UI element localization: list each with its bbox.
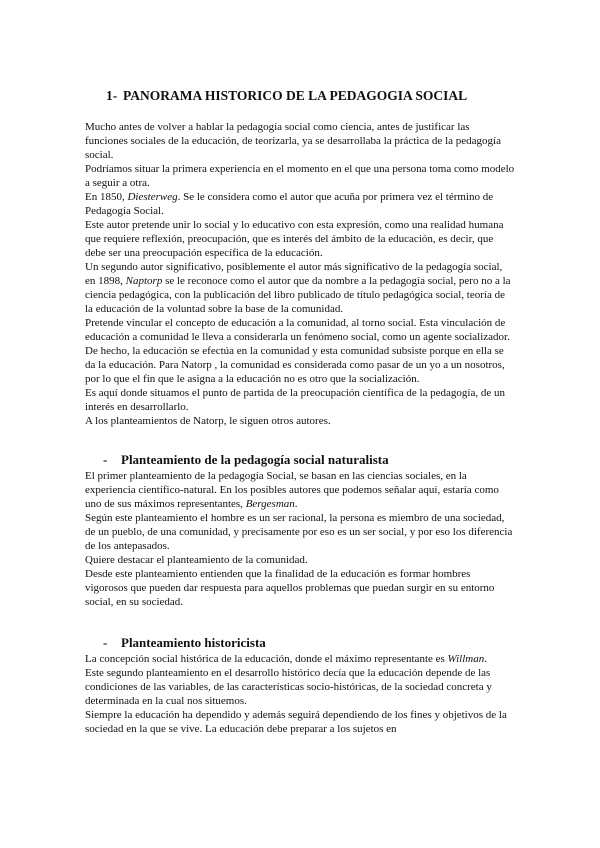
- document-page: [85, 88, 515, 736]
- intro-paragraph-7: Es aquí donde situamos el punto de partida de la preocupación científica de la pedagogía, de un interés en desarrollarlo.: [85, 387, 505, 413]
- bullet-dash: -: [103, 635, 108, 650]
- naturalista-paragraph-2: Según este planteamiento el hombre es un ser racional, la persona es miembro de una sociedad, de un pueblo, de una comunidad, y precisamente por eso es un ser social, y por eso los diferencia de los antepasados.: [85, 512, 513, 552]
- author-name-willman: Willman: [447, 653, 485, 665]
- title-text: PANORAMA HISTORICO DE LA PEDAGOGIA SOCIAL: [123, 88, 468, 103]
- author-name-naptorp: Naptorp: [125, 275, 163, 287]
- intro-paragraph-4: Este autor pretende unir lo social y lo educativo con esta expresión, como una realidad humana que requiere reflexión, preocupación, que es interés del ámbito de la educación, es decir, que debe ser una preocupación específica de la educación.: [85, 219, 504, 259]
- intro-section: [85, 120, 515, 428]
- intro-paragraph-2: Podríamos situar la primera experiencia en el momento en el que una persona toma como modelo a seguir a otra.: [85, 163, 515, 189]
- intro-paragraph-3: En 1850, Diesterweg. Se le considera como el autor que acuña por primera vez el término de Pedagogía Social.: [85, 191, 494, 217]
- intro-paragraph-6: Pretende vincular el concepto de educación a la comunidad, al torno social. Esta vinculación de educación a comunidad le lleva a considerarla un fenómeno social, como un agente socializador. De hecho, la educación se efectúa en la comunidad y esta comunidad subsiste porque en ella se da la educación. Para Natorp , la comunidad es considerada como pasar de un yo a un nosotros, por lo que el fin que le asigna a la educación no es otro que la socialización.: [85, 317, 510, 385]
- historicista-paragraph-1: La concepción social histórica de la educación, donde el máximo representante es Willman.: [85, 653, 487, 665]
- author-name-diesterweg: Diesterweg: [127, 191, 178, 203]
- bullet-dash: -: [103, 452, 108, 467]
- intro-paragraph-5: Un segundo autor significativo, posiblemente el autor más significativo de la pedagogía social, en 1898, Naptorp se le reconoce como el autor que da nombre a la pedagogía social, pero no a la ciencia pedagógica, con la publicación del libro publicado de título pedagógica social, teoría de la educación de la voluntad sobre la base de la comunidad.: [85, 261, 511, 315]
- section-heading-historicista: - Planteamiento historicista: [103, 635, 266, 650]
- section-heading-naturalista: - Planteamiento de la pedagogía social naturalista: [103, 452, 389, 467]
- section-naturalista: [85, 452, 515, 609]
- intro-paragraph-8: A los planteamientos de Natorp, le siguen otros autores.: [85, 415, 331, 427]
- intro-paragraph-1: Mucho antes de volver a hablar la pedagogía social como ciencia, antes de justificar las funciones sociales de la educación, de teorizarla, ya se desarrollaba la práctica de la pedagogía social.: [85, 121, 501, 161]
- naturalista-paragraph-3: Quiere destacar el planteamiento de la comunidad.: [85, 554, 308, 566]
- historicista-paragraph-3: Siempre la educación ha dependido y además seguirá dependiendo de los fines y objetivos de la sociedad en la que se vive. La educación debe preparar a los sujetos en: [85, 709, 507, 735]
- document-title: [106, 88, 515, 104]
- naturalista-paragraph-1: El primer planteamiento de la pedagogía Social, se basan en las ciencias sociales, en la experiencia científico-natural. En los posibles autores que podemos señalar aquí, estaría como uno de sus máximos representantes, Bergesman.: [85, 470, 499, 510]
- historicista-paragraph-2: Este segundo planteamiento en el desarrollo histórico decía que la educación depende de las condiciones de las variables, de las características socio-históricas, de la sociedad concreta y determinada en la cual nos situemos.: [85, 667, 492, 707]
- title-number: 1-: [106, 88, 118, 103]
- section-historicista: [85, 635, 515, 736]
- author-name-bergesman: Bergesman: [245, 498, 295, 510]
- naturalista-paragraph-4: Desde este planteamiento entienden que la finalidad de la educación es formar hombres vigorosos que pueden dar respuesta para aquellos problemas que puedan surgir en su entorno social, en su sociedad.: [85, 568, 495, 608]
